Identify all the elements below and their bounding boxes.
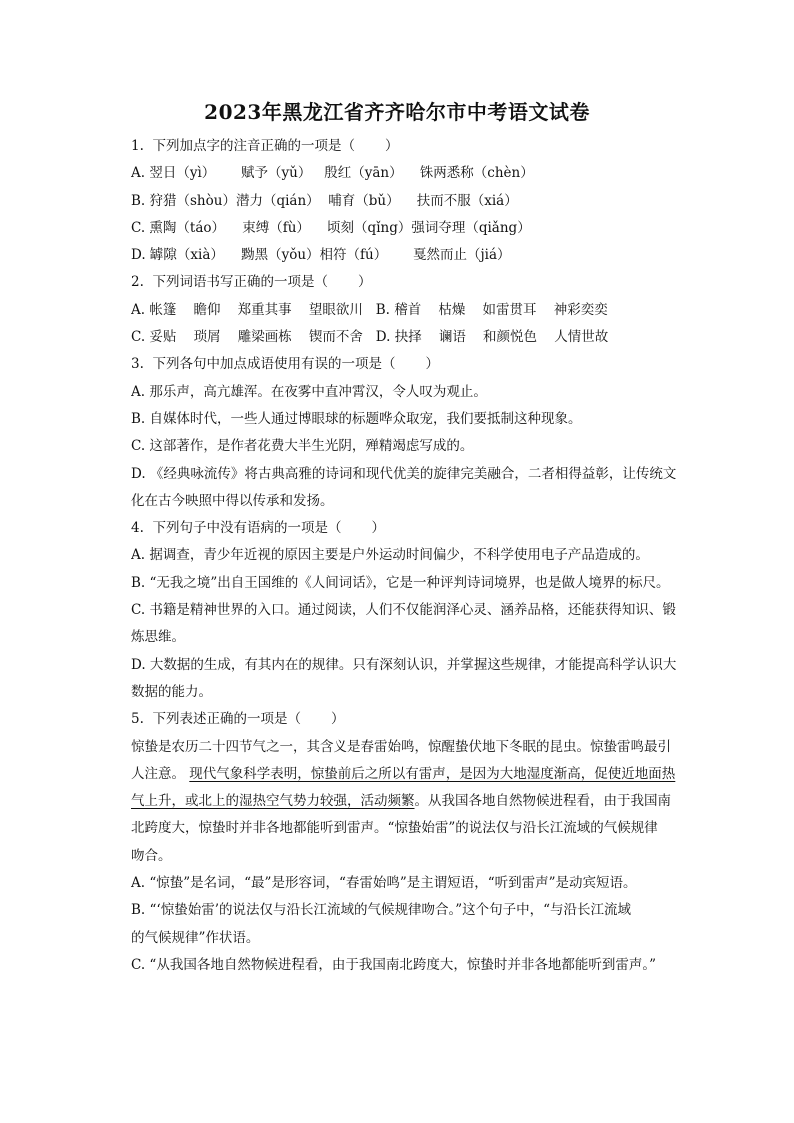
text-line (131, 433, 701, 460)
line-text: A. 帐篷 瞻仰 郑重其事 望眼欲川 B. 稽首 枯燥 如雷贯耳 神彩奕奕 (131, 301, 608, 318)
line-text: D. 大数据的生成，有其内在的规律。只有深刻认识，并掌握这些规律，才能提高科学认识大 (131, 656, 677, 673)
text-line (131, 843, 701, 870)
text-line (131, 870, 701, 897)
text-line (131, 461, 701, 488)
text-line (131, 488, 701, 515)
line-text: B. “‘惊蛰始雷’的说法仅与沿长江流域的气候规律吻合。”这个句子中，“与沿长江流域 (131, 902, 632, 919)
line-text: 4. 下列句子中没有语病的一项是（ ） (131, 520, 386, 537)
line-text: 炼思维。 (131, 629, 185, 646)
text-line (131, 351, 701, 378)
line-text: 化在古今映照中得以传承和发扬。 (131, 492, 334, 509)
line-text: 吻合。 (131, 847, 172, 864)
line-text: D. 《经典咏流传》将古典高雅的诗词和现代优美的旋律完美融合，二者相得益彰，让传统文 (131, 465, 677, 482)
text-line (131, 897, 701, 924)
line-text: 3. 下列各句中加点成语使用有误的一项是（ ） (131, 356, 440, 373)
text-line (131, 242, 701, 269)
text-line (131, 215, 701, 242)
text-line (131, 542, 701, 569)
text-line (131, 597, 701, 624)
text-line (131, 160, 701, 187)
text-line (131, 815, 701, 842)
line-text: B. 狩猎（shòu）潜力（qián） 哺育（bǔ） 扶而不服（xiá） (131, 192, 518, 209)
line-text: C. 这部著作，是作者花费大半生光阴，殚精竭虑写成的。 (131, 438, 474, 455)
text-line (131, 761, 701, 788)
text-line (131, 570, 701, 597)
line-text: 1. 下列加点字的注音正确的一项是（ ） (131, 138, 399, 154)
text-line (131, 734, 701, 761)
line-text: A. “惊蛰”是名词，“最”是形容词，“春雷始鸣”是主谓短语，“听到雷声”是动宾短语。 (131, 875, 637, 892)
line-text-tail: 。从我国各地自然物候进程看，由于我国南 (414, 793, 671, 810)
text-line (131, 679, 701, 706)
line-text: C. 熏陶（táo） 束缚（fù） 顷刻（qǐng）强词夺理（qiǎng） (131, 219, 531, 236)
text-line (131, 188, 701, 215)
line-text: D. 罅隙（xià） 黝黑（yǒu）相符（fú） 戛然而止（jiá） (131, 247, 511, 264)
text-line (131, 406, 701, 433)
line-text: 2. 下列词语书写正确的一项是（ ） (131, 274, 372, 291)
line-text: A. 翌日（yì） 赋予（yǔ） 殷红（yān） 铢两悉称（chèn） (131, 165, 534, 182)
line-text: B. 自媒体时代，一些人通过博眼球的标题哗众取宠，我们要抵制这种现象。 (131, 410, 582, 427)
underlined-text: 气上升，或北上的湿热空气势力较强，活动频繁 (131, 793, 415, 810)
line-text: 的气候规律”作状语。 (131, 929, 260, 946)
text-line (131, 952, 701, 979)
underlined-text: 现代气象科学表明，惊蛰前后之所以有雷声，是因为大地湿度渐高，促使近地面热 (189, 765, 676, 782)
text-line (131, 324, 701, 351)
text-line (131, 925, 701, 952)
text-line (131, 706, 701, 733)
line-text: A. 那乐声，高亢雄浑。在夜雾中直冲霄汉，令人叹为观止。 (131, 383, 487, 400)
text-line (131, 269, 701, 296)
line-text: 数据的能力。 (131, 683, 212, 700)
line-text: A. 据调查，青少年近视的原因主要是户外运动时间偏少，不科学使用电子产品造成的。 (131, 547, 649, 564)
line-text: 北跨度大，惊蛰时并非各地都能听到雷声。“惊蛰始雷”的说法仅与沿长江流域的气候规律 (131, 820, 658, 837)
line-text: 5. 下列表述正确的一项是（ ） (131, 711, 345, 728)
text-line (131, 788, 701, 815)
text-line (131, 652, 701, 679)
text-line (131, 379, 701, 406)
page-title: 2023年黑龙江省齐齐哈尔市中考语文试卷 (204, 100, 590, 124)
text-line (131, 624, 701, 651)
question-body (131, 133, 701, 979)
text-line (131, 297, 701, 324)
line-text: C. 妥贴 琐屑 雕梁画栋 锲而不舍 D. 抉择 谰语 和颜悦色 人情世故 (131, 329, 609, 346)
line-text: C. 书籍是精神世界的入口。通过阅读，人们不仅能润泽心灵、涵养品格，还能获得知识、锻 (131, 602, 676, 619)
line-text: C. “从我国各地自然物候进程看，由于我国南北跨度大，惊蛰时并非各地都能听到雷声。” (131, 956, 656, 973)
text-line (131, 515, 701, 542)
text-line (131, 133, 701, 160)
line-text: B. “无我之境”出自王国维的《人间词话》，它是一种评判诗词境界，也是做人境界的标尺。 (131, 574, 670, 591)
line-text: 人注意。 (131, 765, 190, 782)
line-text: 惊蛰是农历二十四节气之一，其含义是春雷始鸣，惊醒蛰伏地下冬眠的昆虫。惊蛰雷鸣最引 (131, 738, 671, 755)
